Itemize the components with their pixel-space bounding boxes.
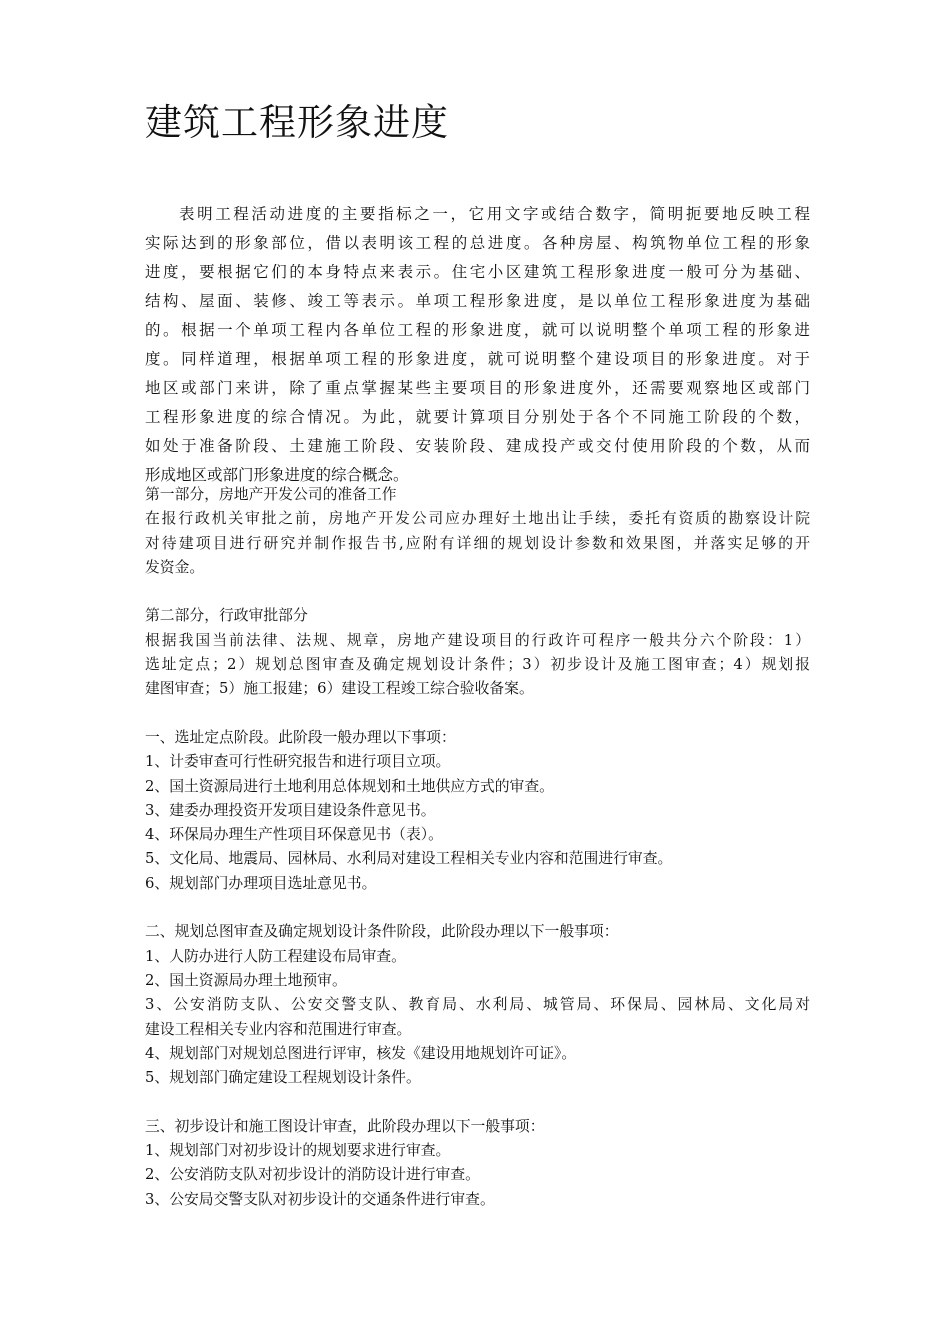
stage2-item: 建设工程相关专业内容和范围进行审查。 (145, 1020, 412, 1038)
part1-text-line: 在报行政机关审批之前，房地产开发公司应办理好土地出让手续，委托有资质的勘察设计院 (145, 510, 810, 528)
stage3-heading: 三、初步设计和施工图设计审查，此阶段办理以下一般事项： (145, 1117, 545, 1135)
stage1-item: 6、规划部门办理项目选址意见书。 (145, 874, 377, 892)
part2-text-line: 选址定点；2）规划总图审查及确定规划设计条件；3）初步设计及施工图审查；4）规划报 (145, 656, 810, 674)
intro-line: 工程形象进度的综合情况。为此，就要计算项目分别处于各个不同施工阶段的个数， (145, 408, 810, 426)
intro-line: 形成地区或部门形象进度的综合概念。 (145, 466, 409, 484)
spacer (145, 896, 810, 920)
intro-line: 的。根据一个单项工程内各单位工程的形象进度，就可以说明整个单项工程的形象进 (145, 321, 810, 339)
stage1-item: 2、国土资源局进行土地利用总体规划和土地供应方式的审查。 (145, 777, 554, 795)
stage1-heading: 一、选址定点阶段。此阶段一般办理以下事项： (145, 728, 456, 746)
stage2-item: 5、规划部门确定建设工程规划设计条件。 (145, 1069, 421, 1087)
stage1-item: 3、建委办理投资开发项目建设条件意见书。 (145, 801, 436, 819)
intro-line: 地区或部门来讲，除了重点掌握某些主要项目的形象进度外，还需要观察地区或部门 (145, 379, 810, 397)
document-body (145, 483, 810, 1212)
stage1-item: 4、环保局办理生产性项目环保意见书（表）。 (145, 826, 443, 844)
spacer (145, 1090, 810, 1114)
part2-heading: 第二部分，行政审批部分 (145, 607, 308, 625)
spacer (145, 702, 810, 726)
stage2-item: 2、国土资源局办理土地预审。 (145, 971, 347, 989)
intro-line: 如处于准备阶段、土建施工阶段、安装阶段、建成投产或交付使用阶段的个数，从而 (145, 437, 810, 455)
stage2-item: 1、人防办进行人防工程建设布局审查。 (145, 947, 406, 965)
part2-text-line: 建图审查；5）施工报建；6）建设工程竣工综合验收备案。 (145, 680, 534, 698)
part2-text-line: 根据我国当前法律、法规、规章，房地产建设项目的行政许可程序一般共分六个阶段：1） (145, 631, 810, 649)
stage3-item: 1、规划部门对初步设计的规划要求进行审查。 (145, 1142, 451, 1160)
stage2-item: 4、规划部门对规划总图进行评审，核发《建设用地规划许可证》。 (145, 1044, 577, 1062)
stage3-item: 3、公安局交警支队对初步设计的交通条件进行审查。 (145, 1190, 495, 1208)
intro-line: 度。同样道理，根据单项工程的形象进度，就可说明整个建设项目的形象进度。对于 (145, 350, 810, 368)
part1-text-line: 对待建项目进行研究并制作报告书,应附有详细的规划设计参数和效果图，并落实足够的开 (145, 534, 810, 552)
intro-line: 结构、屋面、装修、竣工等表示。单项工程形象进度，是以单位工程形象进度为基础 (145, 292, 810, 310)
intro-line: 实际达到的形象部位，借以表明该工程的总进度。各种房屋、构筑物单位工程的形象 (145, 234, 810, 252)
stage2-item: 3、公安消防支队、公安交警支队、教育局、水利局、城管局、环保局、园林局、文化局对 (145, 996, 810, 1014)
stage1-item: 5、文化局、地震局、园林局、水利局对建设工程相关专业内容和范围进行审查。 (145, 850, 673, 868)
intro-line: 表明工程活动进度的主要指标之一，它用文字或结合数字，简明扼要地反映工程 (179, 205, 810, 223)
intro-line: 进度，要根据它们的本身特点来表示。住宅小区建筑工程形象进度一般可分为基础、 (145, 263, 810, 281)
spacer (145, 580, 810, 604)
stage2-heading: 二、规划总图审查及确定规划设计条件阶段，此阶段办理以下一般事项： (145, 923, 619, 941)
intro-paragraph (145, 200, 810, 490)
part1-text-line: 发资金。 (145, 558, 205, 576)
stage1-item: 1、计委审查可行性研究报告和进行项目立项。 (145, 753, 451, 771)
part1-heading: 第一部分，房地产开发公司的准备工作 (145, 486, 397, 503)
document-title: 建筑工程形象进度 (145, 101, 449, 144)
stage3-item: 2、公安消防支队对初步设计的消防设计进行审查。 (145, 1166, 480, 1184)
